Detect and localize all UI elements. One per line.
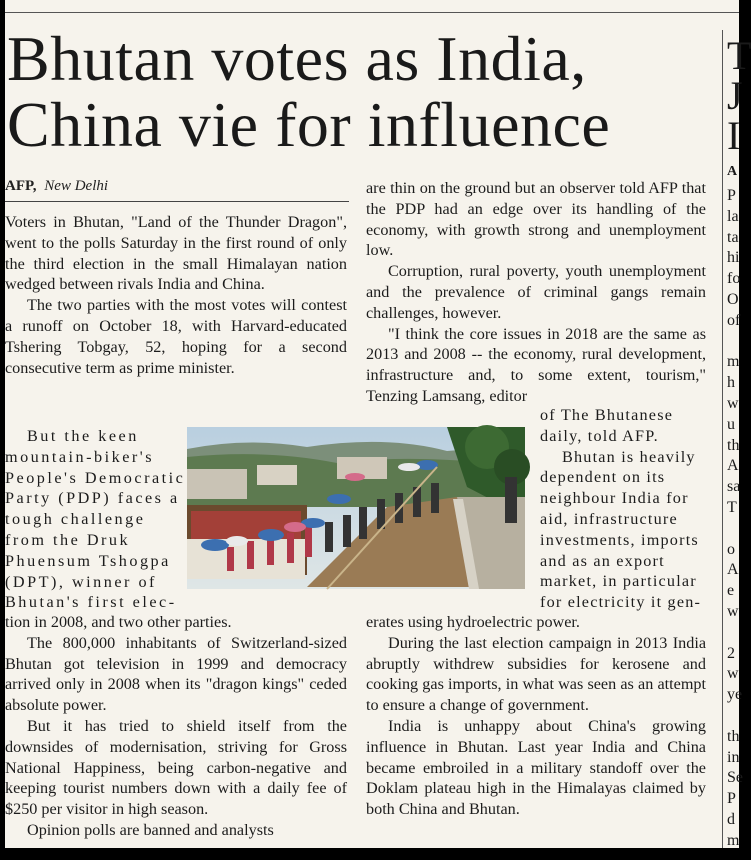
photo-illustration	[187, 427, 525, 589]
adjacent-line: A	[727, 457, 739, 475]
byline-location: New Delhi	[44, 178, 109, 194]
wrap-line: aid, infrastructure	[540, 509, 678, 528]
paragraph-11: India is unhappy about China's growing influence in Bhutan. Last year India and China became embroiled in a military standoff over the Doklam plateau high in the Himalayas claimed by both China and Bhutan.	[366, 716, 706, 819]
adjacent-line: O	[727, 290, 739, 308]
paragraph-8: "I think the core issues in 2018 are the same as 2013 and 2008 -- the economy, rural development, infrastructure and, to some extent, tourism," Tenzing Lamsang, editor	[366, 324, 706, 405]
wrap-line: investments, imports	[540, 530, 699, 549]
wrap-line: Bhutan is heavily	[562, 447, 696, 466]
wrap-line: market, in particular	[540, 572, 697, 591]
paragraph-5: But it has tried to shield itself from the downsides of modernisation, striving for Gross National Happiness, being carbon-negative and keeping tourist numbers down with a daily fee of $250 per visitor in high season.	[5, 716, 347, 819]
adjacent-line: ta	[727, 228, 739, 246]
adjacent-line: A	[727, 561, 739, 579]
column-1-bottom	[5, 612, 347, 841]
adjacent-line: w	[727, 394, 739, 412]
adjacent-line: m	[727, 353, 740, 371]
wrap-line: mountain-biker's	[5, 447, 155, 466]
paragraph-3-end: tion in 2008, and two other parties.	[5, 613, 232, 631]
wrap-line: neighbour India for	[540, 489, 689, 508]
adjacent-headline-line: J	[727, 73, 743, 118]
paragraph-10: During the last election campaign in 2013 India abruptly withdrew subsidies for kerosene and cooking gas imports, in what was seen as an attempt to ensure a change of government.	[366, 633, 706, 715]
paragraph-3-wrap	[5, 426, 186, 613]
adjacent-story-cutoff	[727, 33, 751, 852]
adjacent-line: 2	[727, 644, 735, 662]
election-queue-photo	[187, 427, 525, 589]
column-2-bottom	[366, 612, 706, 820]
adjacent-line: w	[727, 602, 739, 620]
wrap-line: tough challenge	[5, 510, 146, 529]
newspaper-page	[5, 0, 751, 849]
adjacent-line: o	[727, 540, 735, 558]
paragraph-2: The two parties with the most votes will contest a runoff on October 18, with Harvard-educated Tshering Tobgay, 52, hoping for a second consecutive term as prime minister.	[5, 296, 347, 377]
adjacent-line: of	[727, 311, 741, 329]
wrap-line: Bhutan's first elec-	[5, 593, 177, 612]
adjacent-line: sa	[727, 478, 741, 496]
adjacent-line: d	[727, 810, 735, 828]
adjacent-headline-line: T	[727, 33, 751, 78]
wrap-line: daily, told AFP.	[540, 426, 659, 445]
adjacent-line: T	[727, 498, 737, 516]
wrap-line: (DPT), winner of	[5, 572, 157, 591]
adjacent-line: m	[727, 831, 740, 849]
wrap-line: and as an export	[540, 551, 665, 570]
wrap-line: People's Democratic	[5, 468, 186, 487]
column-1-top	[5, 212, 347, 378]
paragraph-9-end: erates using hydroelectric power.	[366, 613, 580, 631]
adjacent-line: fo	[727, 270, 741, 288]
adjacent-line: th	[727, 727, 740, 745]
headline-line-1: Bhutan votes as India,	[7, 23, 587, 94]
wrap-line: for electricity it gen-	[540, 593, 702, 612]
top-rule	[5, 12, 739, 13]
byline-agency: AFP,	[5, 178, 37, 194]
adjacent-byline: A	[727, 164, 738, 179]
paragraph-7: Corruption, rural poverty, youth unemployment and the prevalence of criminal gangs remain challenges, however.	[366, 262, 706, 322]
column-2-wrap	[540, 405, 706, 613]
adjacent-line: P	[727, 187, 736, 204]
adjacent-body	[727, 186, 747, 852]
wrap-line: But the keen	[27, 427, 139, 445]
adjacent-line: la	[727, 207, 739, 225]
byline-rule	[5, 201, 349, 202]
wrap-line: of The Bhutanese	[540, 406, 674, 424]
adjacent-line: in	[727, 748, 740, 766]
paragraph-6-start: Opinion polls are banned and analysts	[27, 820, 274, 839]
paragraph-6-continued: are thin on the ground but an observer told AFP that the PDP had an edge over its handling of the economy, with growth strong and unemployment low.	[366, 179, 706, 260]
wrap-line: from the Druk	[5, 530, 131, 549]
wrap-line: Party (PDP) faces a	[5, 489, 180, 508]
adjacent-line: P	[727, 790, 736, 808]
adjacent-headline	[727, 33, 751, 158]
column-divider	[722, 30, 723, 848]
adjacent-line: h	[727, 374, 735, 392]
headline-line-2: China vie for influence	[7, 89, 611, 160]
column-2-top	[366, 178, 706, 407]
byline	[5, 178, 108, 195]
adjacent-line: hi	[727, 249, 740, 267]
paragraph-4: The 800,000 inhabitants of Switzerland-sized Bhutan got television in 1999 and democracy arrived only in 2008 when its "dragon kings" ceded absolute power.	[5, 633, 347, 715]
adjacent-line: e	[727, 582, 735, 600]
adjacent-line: Se	[727, 769, 743, 787]
adjacent-line: w	[727, 665, 739, 683]
wrap-line: Phuensum Tshogpa	[5, 551, 171, 570]
adjacent-line: ye	[727, 686, 743, 704]
headline	[7, 23, 717, 160]
adjacent-line: th	[727, 436, 740, 454]
wrap-line: dependent on its	[540, 468, 666, 487]
adjacent-line: u	[727, 415, 735, 433]
adjacent-headline-line: I	[727, 113, 741, 158]
paragraph-1: Voters in Bhutan, "Land of the Thunder Dragon", went to the polls Saturday in the first round of only the third election in the small Himalayan nation wedged between rivals India and China.	[5, 213, 347, 294]
